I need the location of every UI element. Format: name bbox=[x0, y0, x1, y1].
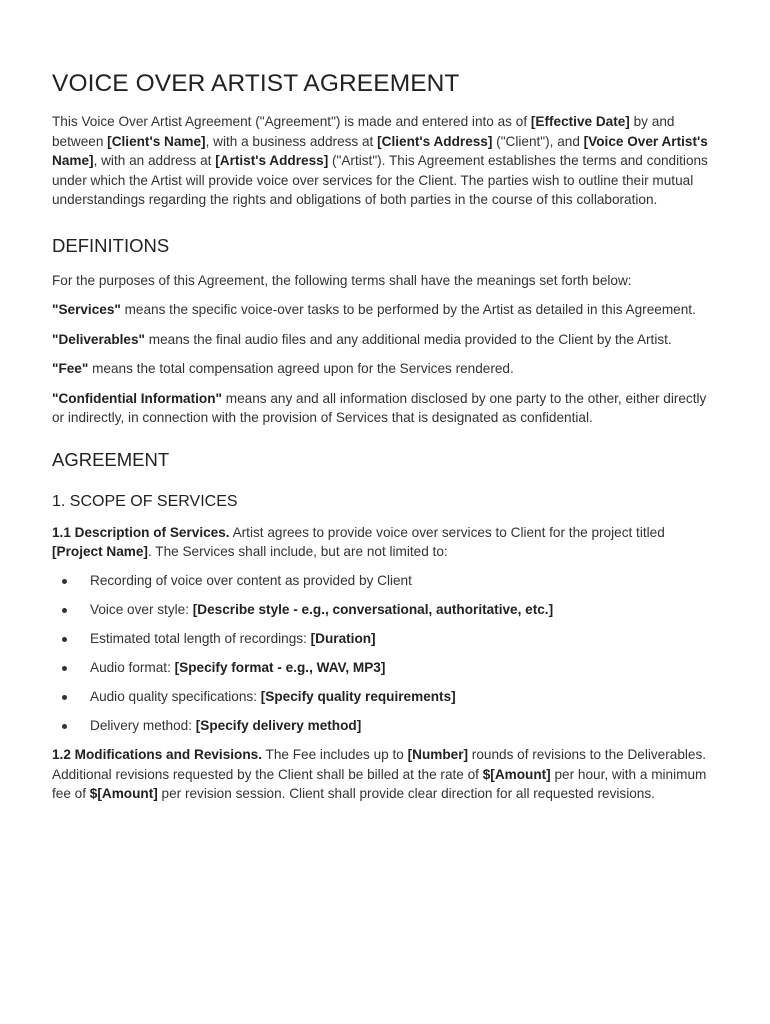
agreement-heading: AGREEMENT bbox=[52, 448, 170, 470]
list-item bbox=[52, 600, 718, 620]
intro-text: by and between bbox=[52, 114, 675, 149]
list-item-text: Delivery method: bbox=[90, 717, 196, 733]
effective-date-placeholder: [Effective Date] bbox=[530, 114, 630, 129]
definition-text: means the specific voice-over tasks to be performed by the Artist as detailed in this Agreement. bbox=[120, 302, 696, 317]
scope-heading: 1. SCOPE OF SERVICES bbox=[52, 492, 238, 510]
hourly-rate-placeholder: $[Amount] bbox=[482, 766, 551, 782]
clause-text: Artist agrees to provide voice over services to Client for the project titled bbox=[229, 524, 665, 540]
intro-text: ("Artist"). This Agreement establishes the terms and conditions under which the Artist will provide voice over services for the Client. The parties wish to outline their mutual understandings regarding the rights and obligations of both parties in the course of this collaboration. bbox=[52, 153, 708, 207]
list-item-text: Voice over style: bbox=[90, 601, 193, 617]
intro-text: ("Client"), and bbox=[492, 133, 584, 149]
list-item-placeholder: [Specify quality requirements] bbox=[260, 688, 456, 704]
clause-1-1 bbox=[52, 523, 718, 562]
clause-text: per revision session. Client shall provide clear direction for all requested revisions. bbox=[157, 786, 655, 802]
bullet-icon bbox=[62, 695, 67, 700]
clause-text: per hour, with a minimum fee of bbox=[52, 766, 707, 802]
document-title: VOICE OVER ARTIST AGREEMENT bbox=[52, 70, 460, 97]
artist-name-placeholder: [Voice Over Artist's Name] bbox=[52, 133, 708, 168]
list-item-text: Audio quality specifications: bbox=[90, 688, 261, 704]
definition-term: "Confidential Information" bbox=[52, 390, 222, 406]
list-item-placeholder: [Specify format - e.g., WAV, MP3] bbox=[174, 659, 386, 675]
clause-label: 1.1 Description of Services. bbox=[52, 524, 230, 540]
list-item bbox=[52, 716, 718, 736]
client-address-placeholder: [Client's Address] bbox=[377, 133, 493, 149]
list-item-placeholder: [Specify delivery method] bbox=[195, 717, 362, 733]
definition-term: "Fee" bbox=[52, 361, 89, 376]
client-name-placeholder: [Client's Name] bbox=[107, 133, 206, 149]
intro-text: , with a business address at bbox=[205, 133, 378, 149]
intro-text: This Voice Over Artist Agreement ("Agreement") is made and entered into as of bbox=[52, 114, 531, 129]
minimum-fee-placeholder: $[Amount] bbox=[89, 786, 158, 802]
bullet-icon bbox=[62, 608, 67, 613]
list-item-text: Recording of voice over content as provided by Client bbox=[90, 572, 412, 588]
clause-text: The Fee includes up to bbox=[262, 747, 408, 763]
clause-label: 1.2 Modifications and Revisions. bbox=[52, 747, 262, 763]
definition-item bbox=[52, 300, 718, 320]
definitions-heading: DEFINITIONS bbox=[52, 234, 170, 256]
definition-item bbox=[52, 359, 718, 379]
list-item-text: Estimated total length of recordings: bbox=[90, 630, 311, 646]
list-item bbox=[52, 629, 718, 649]
list-item-placeholder: [Duration] bbox=[310, 630, 376, 646]
definition-text: means any and all information disclosed by one party to the other, either directly or indirectly, in connection with the provision of Services that is designated as confidential. bbox=[52, 390, 707, 425]
bullet-icon bbox=[62, 666, 67, 671]
definition-item bbox=[52, 330, 718, 350]
clause-text: rounds of revisions to the Deliverables. Additional revisions requested by the Client shall be billed at the rate of bbox=[52, 747, 707, 782]
list-item bbox=[52, 571, 718, 591]
artist-address-placeholder: [Artist's Address] bbox=[215, 153, 329, 168]
services-list bbox=[52, 571, 718, 736]
list-item-text: Audio format: bbox=[90, 659, 175, 675]
project-name-placeholder: [Project Name] bbox=[52, 544, 148, 559]
bullet-icon bbox=[62, 579, 67, 584]
list-item-placeholder: [Describe style - e.g., conversational, authoritative, etc.] bbox=[192, 601, 554, 617]
list-item bbox=[52, 658, 718, 678]
revisions-number-placeholder: [Number] bbox=[407, 747, 469, 763]
definition-text: means the final audio files and any additional media provided to the Client by the Artist. bbox=[145, 331, 672, 347]
definition-term: "Services" bbox=[52, 302, 121, 317]
bullet-icon bbox=[62, 724, 67, 729]
clause-text: . The Services shall include, but are not limited to: bbox=[147, 544, 448, 559]
bullet-icon bbox=[62, 637, 67, 642]
list-item bbox=[52, 687, 718, 707]
definition-item bbox=[52, 389, 718, 428]
definition-text: means the total compensation agreed upon for the Services rendered. bbox=[88, 361, 514, 376]
definitions-lead: For the purposes of this Agreement, the following terms shall have the meanings set forth below: bbox=[52, 272, 632, 288]
clause-1-2 bbox=[52, 745, 718, 804]
intro-text: , with an address at bbox=[93, 153, 216, 168]
intro-paragraph bbox=[52, 112, 718, 210]
definition-term: "Deliverables" bbox=[52, 331, 145, 347]
